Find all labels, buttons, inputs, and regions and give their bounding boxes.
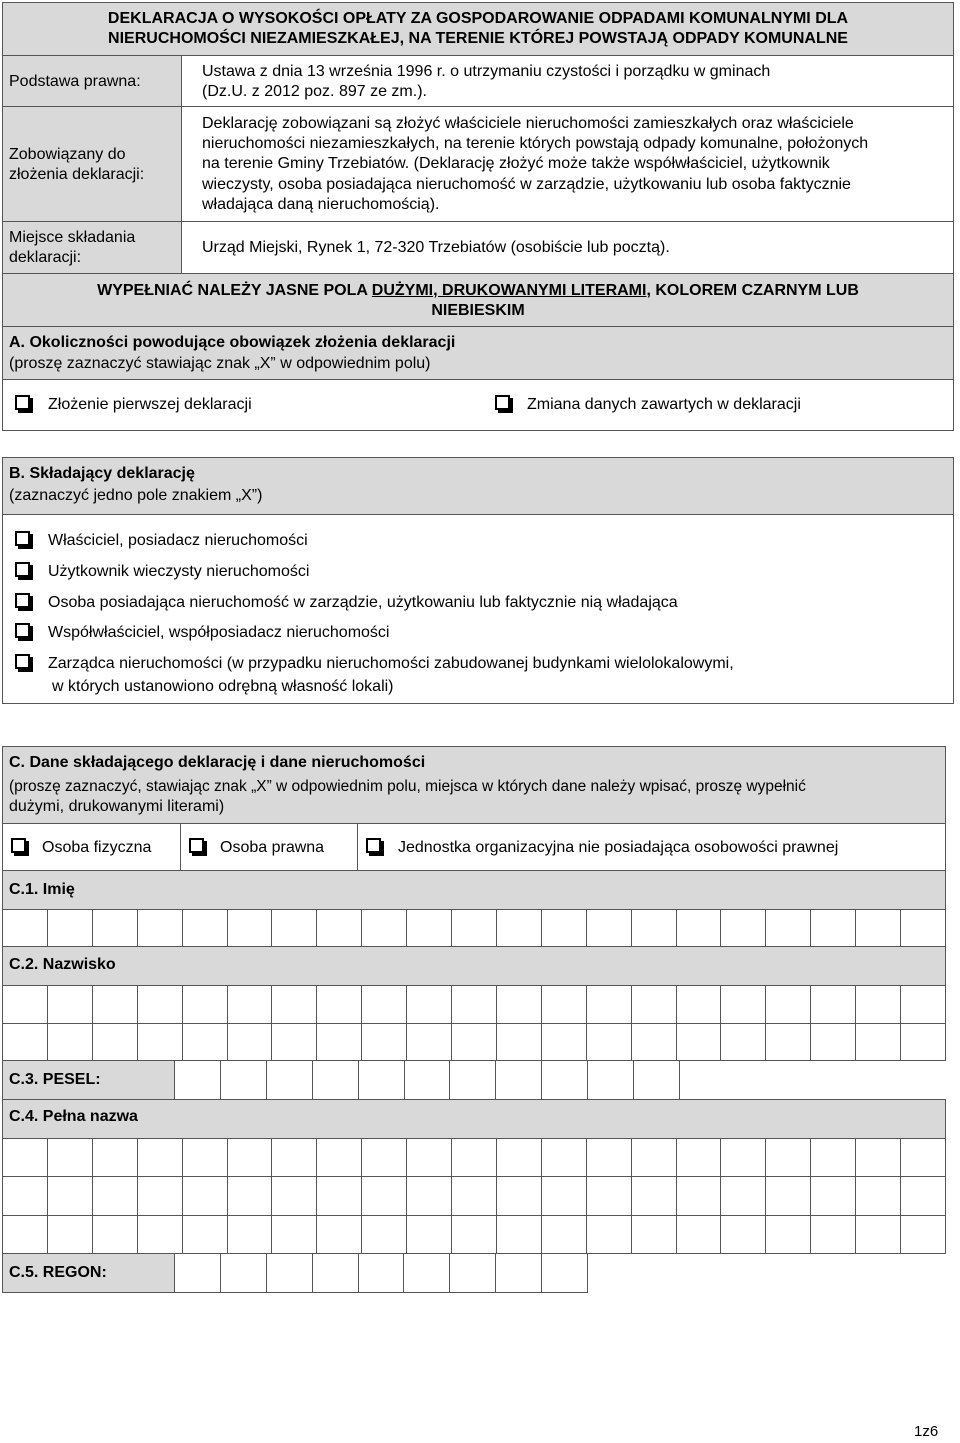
input-cell[interactable] <box>587 1024 632 1062</box>
obliged-text-line4: wieczysty, osoba posiadająca nieruchomość w zarządzie, użytkowaniu lub osoba faktycznie <box>202 176 851 193</box>
input-cell[interactable] <box>272 986 317 1024</box>
input-cell[interactable] <box>677 1216 722 1254</box>
page-number: 1z6 <box>914 1423 939 1440</box>
input-cell[interactable] <box>138 1139 183 1177</box>
input-cell[interactable] <box>811 1024 856 1062</box>
input-cell[interactable] <box>221 1061 267 1100</box>
option-organizational-unit: Jednostka organizacyjna nie posiadająca osobowości prawnej <box>398 839 839 856</box>
input-cell[interactable] <box>587 1139 632 1177</box>
input-cell[interactable] <box>407 986 452 1024</box>
input-cell[interactable] <box>588 1061 634 1100</box>
place-text: Urząd Miejski, Rynek 1, 72-320 Trzebiatów (osobiście lub pocztą). <box>202 239 670 256</box>
input-cell[interactable] <box>901 910 946 947</box>
input-cell[interactable] <box>677 986 722 1024</box>
input-cell[interactable] <box>901 1024 946 1062</box>
input-cell[interactable] <box>587 1216 632 1254</box>
option-natural-person: Osoba fizyczna <box>42 839 152 856</box>
c5-label: C.5. REGON: <box>9 1264 107 1281</box>
input-cell[interactable] <box>267 1254 313 1293</box>
input-cell[interactable] <box>407 1024 452 1062</box>
input-cell[interactable] <box>677 1024 722 1062</box>
regon-input-grid[interactable] <box>174 1253 588 1293</box>
instruction-line2: NIEBIESKIM <box>431 302 525 319</box>
input-cell[interactable] <box>452 1216 497 1254</box>
legal-basis-line2: (Dz.U. z 2012 poz. 897 ze zm.). <box>202 83 427 100</box>
input-cell[interactable] <box>3 986 48 1024</box>
input-cell[interactable] <box>407 1139 452 1177</box>
checkbox-perpetual-user[interactable] <box>15 562 30 577</box>
input-cell[interactable] <box>228 910 273 947</box>
input-cell[interactable] <box>359 1254 405 1293</box>
input-cell[interactable] <box>93 1177 138 1215</box>
input-cell[interactable] <box>175 1254 221 1293</box>
legal-basis-label: Podstawa prawna: <box>9 73 141 90</box>
last-name-input-grid[interactable] <box>2 985 946 1061</box>
input-cell[interactable] <box>542 1254 588 1293</box>
input-cell[interactable] <box>317 1024 362 1062</box>
section-c-subtitle-line2: dużymi, drukowanymi literami) <box>9 798 225 815</box>
input-cell[interactable] <box>272 1216 317 1254</box>
input-cell[interactable] <box>317 910 362 947</box>
input-cell[interactable] <box>93 910 138 947</box>
input-cell[interactable] <box>272 1177 317 1215</box>
input-cell[interactable] <box>497 1139 542 1177</box>
instruction-part3: , KOLOREM CZARNYM LUB <box>646 282 859 299</box>
obliged-text-line5: władająca daną nieruchomością). <box>202 196 440 213</box>
input-cell[interactable] <box>93 986 138 1024</box>
input-cell[interactable] <box>452 1139 497 1177</box>
input-cell[interactable] <box>497 1024 542 1062</box>
input-cell[interactable] <box>811 1139 856 1177</box>
input-cell[interactable] <box>721 1216 766 1254</box>
input-cell[interactable] <box>497 910 542 947</box>
input-cell[interactable] <box>313 1061 359 1100</box>
input-cell[interactable] <box>542 1177 587 1215</box>
input-cell[interactable] <box>721 1024 766 1062</box>
input-cell[interactable] <box>721 1139 766 1177</box>
place-label-line2: deklaracji: <box>9 249 82 266</box>
input-cell[interactable] <box>272 910 317 947</box>
input-cell[interactable] <box>542 1216 587 1254</box>
input-cell[interactable] <box>497 986 542 1024</box>
input-cell[interactable] <box>48 1216 93 1254</box>
input-cell[interactable] <box>856 1139 901 1177</box>
input-cell[interactable] <box>267 1061 313 1100</box>
input-cell[interactable] <box>405 1061 451 1100</box>
header-title-line2: NIERUCHOMOŚCI NIEZAMIESZKAŁEJ, NA TERENIE KTÓREJ POWSTAJĄ ODPADY KOMUNALNE <box>108 30 848 47</box>
section-a-title: A. Okoliczności powodujące obowiązek złożenia deklaracji <box>9 334 456 351</box>
input-cell[interactable] <box>48 1139 93 1177</box>
input-cell[interactable] <box>721 910 766 947</box>
checkbox-natural-person[interactable] <box>11 838 26 853</box>
input-cell[interactable] <box>587 1177 632 1215</box>
input-cell[interactable] <box>721 986 766 1024</box>
input-cell[interactable] <box>228 1216 273 1254</box>
c4-label-cell <box>2 1099 946 1139</box>
first-name-input-grid[interactable] <box>2 909 946 947</box>
input-cell[interactable] <box>496 1061 542 1100</box>
input-cell[interactable] <box>587 910 632 947</box>
input-cell[interactable] <box>766 1024 811 1062</box>
input-cell[interactable] <box>93 1139 138 1177</box>
input-cell[interactable] <box>450 1254 496 1293</box>
c2-label: C.2. Nazwisko <box>9 956 116 973</box>
option-owner: Właściciel, posiadacz nieruchomości <box>48 532 308 549</box>
input-cell[interactable] <box>901 1216 946 1254</box>
place-label-line1: Miejsce składania <box>9 229 136 246</box>
section-a-subtitle: (proszę zaznaczyć stawiając znak „X” w odpowiednim polu) <box>9 355 431 372</box>
input-cell[interactable] <box>677 1177 722 1215</box>
input-cell[interactable] <box>228 1024 273 1062</box>
input-cell[interactable] <box>497 1177 542 1215</box>
instruction-part1: WYPEŁNIAĆ NALEŻY JASNE POLA <box>97 282 372 299</box>
input-cell[interactable] <box>183 1139 228 1177</box>
input-cell[interactable] <box>183 1177 228 1215</box>
checkbox-data-change[interactable] <box>495 395 510 410</box>
input-cell[interactable] <box>272 1024 317 1062</box>
checkbox-owner[interactable] <box>15 531 30 546</box>
input-cell[interactable] <box>721 1177 766 1215</box>
input-cell[interactable] <box>272 1139 317 1177</box>
input-cell[interactable] <box>362 986 407 1024</box>
input-cell[interactable] <box>362 910 407 947</box>
input-cell[interactable] <box>48 1024 93 1062</box>
pesel-input-grid[interactable] <box>174 1060 680 1100</box>
option-legal-person: Osoba prawna <box>220 839 325 856</box>
input-cell[interactable] <box>677 1139 722 1177</box>
input-cell[interactable] <box>228 1139 273 1177</box>
input-cell[interactable] <box>811 910 856 947</box>
input-cell[interactable] <box>452 910 497 947</box>
section-b-title: B. Składający deklarację <box>9 465 195 482</box>
input-cell[interactable] <box>542 1061 588 1100</box>
input-cell[interactable] <box>183 1216 228 1254</box>
input-cell[interactable] <box>901 986 946 1024</box>
section-c-subtitle-line1: (proszę zaznaczyć, stawiając znak „X” w odpowiednim polu, miejsca w których dane należy wpisać, proszę wypełnić <box>9 778 806 795</box>
input-cell[interactable] <box>452 1024 497 1062</box>
input-cell[interactable] <box>542 1024 587 1062</box>
input-cell[interactable] <box>221 1254 267 1293</box>
input-cell[interactable] <box>362 1177 407 1215</box>
full-name-input-grid[interactable] <box>2 1138 946 1254</box>
input-cell[interactable] <box>450 1061 496 1100</box>
input-cell[interactable] <box>632 910 677 947</box>
option-co-owner: Współwłaściciel, współposiadacz nieruchomości <box>48 624 390 641</box>
input-cell[interactable] <box>404 1254 450 1293</box>
input-cell[interactable] <box>228 986 273 1024</box>
section-b-subtitle: (zaznaczyć jedno pole znakiem „X”) <box>9 487 263 504</box>
input-cell[interactable] <box>632 1024 677 1062</box>
option-first-declaration: Złożenie pierwszej deklaracji <box>48 396 252 413</box>
checkbox-administrator[interactable] <box>15 654 30 669</box>
section-c-title: C. Dane składającego deklarację i dane nieruchomości <box>9 754 426 771</box>
input-cell[interactable] <box>3 1024 48 1062</box>
input-cell[interactable] <box>497 1216 542 1254</box>
input-cell[interactable] <box>183 1024 228 1062</box>
input-cell[interactable] <box>359 1061 405 1100</box>
input-cell[interactable] <box>766 910 811 947</box>
c1-label: C.1. Imię <box>9 881 75 898</box>
input-cell[interactable] <box>48 910 93 947</box>
input-cell[interactable] <box>542 910 587 947</box>
input-cell[interactable] <box>3 1216 48 1254</box>
input-cell[interactable] <box>766 1139 811 1177</box>
input-cell[interactable] <box>766 986 811 1024</box>
input-cell[interactable] <box>407 1177 452 1215</box>
c2-label-cell <box>2 946 946 986</box>
input-cell[interactable] <box>632 1216 677 1254</box>
input-cell[interactable] <box>407 910 452 947</box>
header-title-line1: DEKLARACJA O WYSOKOŚCI OPŁATY ZA GOSPODAROWANIE ODPADAMI KOMUNALNYMI DLA <box>107 10 849 27</box>
input-cell[interactable] <box>317 986 362 1024</box>
c3-label: C.3. PESEL: <box>9 1071 101 1088</box>
input-cell[interactable] <box>632 1139 677 1177</box>
checkbox-organizational-unit[interactable] <box>366 838 381 853</box>
input-cell[interactable] <box>93 1216 138 1254</box>
checkbox-first-declaration[interactable] <box>15 395 30 410</box>
obliged-text-line3: na terenie Gminy Trzebiatów. (Deklarację złożyć może także współwłaściciel, użytkownik <box>202 155 830 172</box>
input-cell[interactable] <box>542 1139 587 1177</box>
obliged-label-line1: Zobowiązany do <box>9 146 126 163</box>
input-cell[interactable] <box>766 1177 811 1215</box>
input-cell[interactable] <box>677 910 722 947</box>
input-cell[interactable] <box>93 1024 138 1062</box>
obliged-label-line2: złożenia deklaracji: <box>9 166 145 183</box>
c4-label: C.4. Pełna nazwa <box>9 1108 138 1125</box>
input-cell[interactable] <box>3 1177 48 1215</box>
input-cell[interactable] <box>452 986 497 1024</box>
input-cell[interactable] <box>811 986 856 1024</box>
input-cell[interactable] <box>317 1139 362 1177</box>
obliged-text-line2: nieruchomości niezamieszkałych, na terenie których powstają odpady komunalne, położonych <box>202 135 869 152</box>
input-cell[interactable] <box>138 986 183 1024</box>
input-cell[interactable] <box>183 910 228 947</box>
input-cell[interactable] <box>856 910 901 947</box>
input-cell[interactable] <box>901 1139 946 1177</box>
input-cell[interactable] <box>856 1177 901 1215</box>
input-cell[interactable] <box>542 986 587 1024</box>
option-data-change: Zmiana danych zawartych w deklaracji <box>527 396 801 413</box>
input-cell[interactable] <box>811 1216 856 1254</box>
input-cell[interactable] <box>362 1139 407 1177</box>
option-managing-person: Osoba posiadająca nieruchomość w zarządzie, użytkowaniu lub faktycznie nią władająca <box>48 594 678 611</box>
input-cell[interactable] <box>317 1216 362 1254</box>
input-cell[interactable] <box>313 1254 359 1293</box>
input-cell[interactable] <box>856 1024 901 1062</box>
instruction-line1 <box>2 281 954 302</box>
instruction-part2: DUŻYMI, DRUKOWANYMI LITERAMI <box>371 282 647 299</box>
input-cell[interactable] <box>901 1177 946 1215</box>
checkbox-legal-person[interactable] <box>189 838 204 853</box>
input-cell[interactable] <box>138 1024 183 1062</box>
input-cell[interactable] <box>317 1177 362 1215</box>
legal-basis-line1: Ustawa z dnia 13 września 1996 r. o utrzymaniu czystości i porządku w gminach <box>202 63 771 80</box>
input-cell[interactable] <box>811 1177 856 1215</box>
option-perpetual-user: Użytkownik wieczysty nieruchomości <box>48 563 310 580</box>
input-cell[interactable] <box>175 1061 221 1100</box>
input-cell[interactable] <box>407 1216 452 1254</box>
option-administrator-line1: Zarządca nieruchomości (w przypadku nieruchomości zabudowanej budynkami wielolokalowymi, <box>48 655 734 672</box>
input-cell[interactable] <box>183 986 228 1024</box>
input-cell[interactable] <box>632 1177 677 1215</box>
input-cell[interactable] <box>138 1177 183 1215</box>
input-cell[interactable] <box>48 986 93 1024</box>
checkbox-managing-person[interactable] <box>15 593 30 608</box>
input-cell[interactable] <box>138 1216 183 1254</box>
input-cell[interactable] <box>452 1177 497 1215</box>
input-cell[interactable] <box>3 1139 48 1177</box>
input-cell[interactable] <box>3 910 48 947</box>
obliged-text-line1: Deklarację zobowiązani są złożyć właściciele nieruchomości zamieszkałych oraz właściciele <box>202 115 854 132</box>
input-cell[interactable] <box>766 1216 811 1254</box>
input-cell[interactable] <box>632 986 677 1024</box>
input-cell[interactable] <box>496 1254 542 1293</box>
input-cell[interactable] <box>138 910 183 947</box>
input-cell[interactable] <box>48 1177 93 1215</box>
checkbox-co-owner[interactable] <box>15 623 30 638</box>
input-cell[interactable] <box>362 1216 407 1254</box>
option-administrator-line2: w których ustanowiono odrębną własność lokali) <box>52 678 394 695</box>
input-cell[interactable] <box>587 986 632 1024</box>
input-cell[interactable] <box>228 1177 273 1215</box>
input-cell[interactable] <box>362 1024 407 1062</box>
c1-label-cell <box>2 870 946 910</box>
input-cell[interactable] <box>856 986 901 1024</box>
input-cell[interactable] <box>634 1061 680 1100</box>
input-cell[interactable] <box>856 1216 901 1254</box>
